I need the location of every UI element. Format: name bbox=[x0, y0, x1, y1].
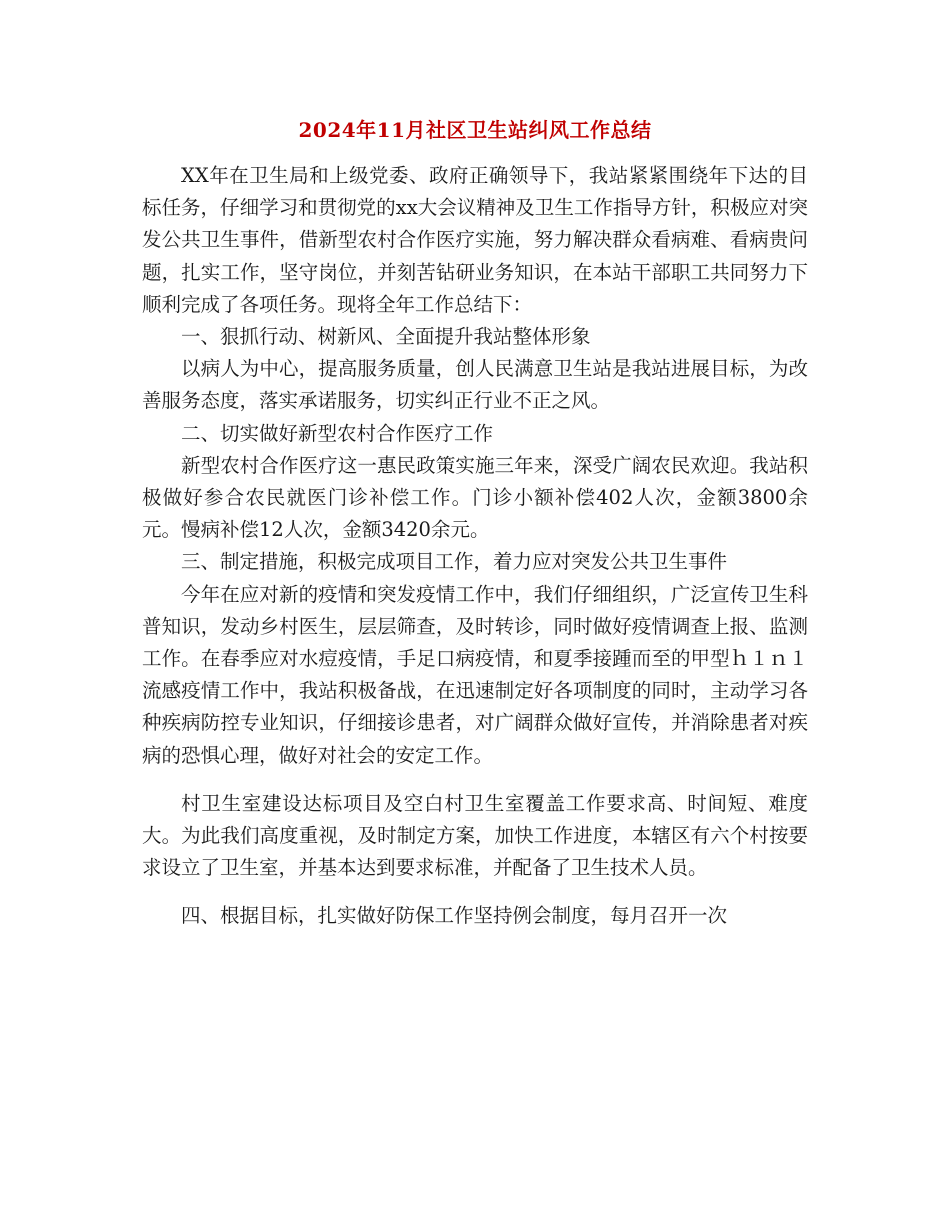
document-title: 2024年11月社区卫生站纠风工作总结 bbox=[298, 118, 652, 142]
paragraph-2: 新型农村合作医疗这一惠民政策实施三年来，深受广阔农民欢迎。我站积极做好参合农民就医门诊补偿工作。门诊小额补偿402人次，金额3800余元。慢病补偿12人次，金额3420余元。 bbox=[142, 453, 808, 542]
paragraph-1: 以病人为中心，提高服务质量，创人民满意卫生站是我站进展目标，为改善服务态度，落实承诺服务，切实纠正行业不正之风。 bbox=[142, 357, 808, 413]
section-heading-1: 一、狠抓行动、树新风、全面提升我站整体形象 bbox=[181, 325, 591, 349]
paragraph-intro: XX年在卫生局和上级党委、政府正确领导下，我站紧紧围绕年下达的目标任务，仔细学习和贯彻党的xx大会议精神及卫生工作指导方针，积极应对突发公共卫生事件，借新型农村合作医疗实施，努力解决群众看病难、看病贵问题，扎实工作，坚守岗位，并刻苦钻研业务知识，在本站干部职工共同努力下顺利完成了各项任务。现将全年工作总结下： bbox=[142, 164, 808, 316]
section-heading-4: 四、根据目标，扎实做好防保工作坚持例会制度，每月召开一次 bbox=[181, 904, 728, 928]
document-body bbox=[142, 160, 808, 933]
section-heading-2: 二、切实做好新型农村合作医疗工作 bbox=[181, 421, 494, 445]
section-heading-3: 三、制定措施，积极完成项目工作，着力应对突发公共卫生事件 bbox=[181, 550, 728, 574]
paragraph-3: 今年在应对新的疫情和突发疫情工作中，我们仔细组织，广泛宣传卫生科普知识，发动乡村医生，层层筛查，及时转诊，同时做好疫情调查上报、监测工作。在春季应对水痘疫情，手足口病疫情，和夏季接踵而至的甲型ｈ１ｎ１流感疫情工作中，我站积极备战，在迅速制定好各项制度的同时，主动学习各种疾病防控专业知识，仔细接诊患者，对广阔群众做好宣传，并消除患者对疾病的恐惧心理，做好对社会的安定工作。 bbox=[142, 582, 808, 767]
paragraph-4: 村卫生室建设达标项目及空白村卫生室覆盖工作要求高、时间短、难度大。为此我们高度重视，及时制定方案，加快工作进度，本辖区有六个村按要求设立了卫生室，并基本达到要求标准，并配备了卫生技术人员。 bbox=[142, 791, 808, 880]
